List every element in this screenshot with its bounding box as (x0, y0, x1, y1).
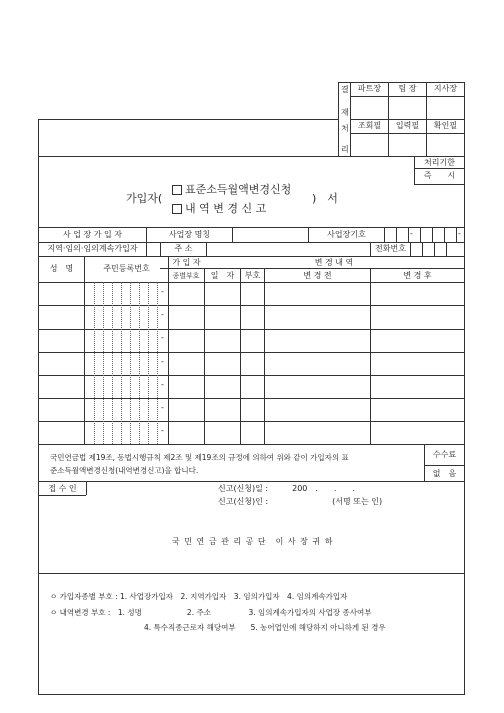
title-option1: 표준소득월액변경신청 (172, 185, 291, 195)
workplace-code-label: 사업장기호 (327, 230, 366, 239)
statement-line-2: 준소득월액변경신청(내역변경신고)을 합니다. (50, 466, 199, 475)
date-header: 일 자 (210, 271, 235, 280)
after-header: 변 경 후 (403, 271, 432, 280)
approval-part-leader: 파트장 (357, 84, 382, 93)
before-header: 변 경 전 (303, 271, 332, 280)
approval-gyeol: 결 (341, 85, 349, 94)
name-header: 성 명 (49, 264, 74, 273)
checkbox-standard-income[interactable] (172, 185, 182, 195)
address-label: 주 소 (174, 244, 193, 253)
fee-label: 수수료 (432, 450, 457, 459)
title-option2: 내 역 변 경 신 고 (172, 204, 266, 214)
workplace-name-label: 사업장 명칭 (168, 230, 211, 239)
approval-jae: 재 (341, 108, 349, 117)
fee-value: 없 음 (432, 469, 457, 478)
approval-confirm-done: 확인필 (433, 121, 458, 130)
report-date: 신고(신청)일 : 200 . . . (218, 484, 356, 493)
code-dash-2: - (458, 229, 461, 238)
code-dash-1: - (410, 229, 413, 238)
subscriber-type-header-2: 종별부호 (172, 272, 200, 280)
row-dash: - (161, 426, 164, 435)
addressee: 국 민 연 금 관 리 공 단 이 사 장 귀 하 (172, 537, 334, 546)
deadline-value: 즉 시 (423, 171, 456, 180)
approval-branch-head: 지사장 (433, 84, 458, 93)
approval-cheo: 처 (341, 124, 349, 133)
row-dash: - (161, 333, 164, 342)
row-dash: - (161, 310, 164, 319)
change-details-header: 변 경 내 역 (314, 258, 354, 267)
approval-input-done: 입력필 (395, 121, 420, 130)
note-change-code-cont: 4. 특수직종근로자 해당여부 5. 농어업인에 해당하지 아니하게 된 경우 (144, 623, 386, 632)
receipt-stamp-label: 접 수 인 (48, 484, 77, 493)
resident-no-header: 주민등록번호 (103, 264, 150, 273)
deadline-label: 처리기한 (424, 158, 455, 167)
title-prefix: 가입자( (126, 192, 163, 205)
approval-team-leader: 팀 장 (398, 84, 417, 93)
regional-subscriber-label: 지역·임의·임의계속가입자 (47, 244, 138, 253)
approval-ri: 리 (341, 145, 349, 154)
phone-label: 전화번호 (375, 244, 406, 253)
row-dash: - (161, 380, 164, 389)
code-header: 부호 (244, 271, 261, 280)
subscriber-type-header-1: 가 입 자 (172, 258, 201, 267)
note-change-code: ㅇ 내역변경 부호 : 1. 성명 2. 주소 3. 임의계속가입자의 사업장 종사여부 (50, 608, 372, 617)
statement-line-1: 국민연금법 제19조, 동법시행규칙 제2조 및 제19조의 규정에 의하여 위와 같이 가입자의 표 (50, 453, 349, 462)
note-subscriber-type: ㅇ 가입자종별 부호 : 1. 사업장가입자 2. 지역가입자 3. 임의가입자 4. 임의계속가입자 (50, 592, 348, 601)
row-dash: - (161, 357, 164, 366)
reporter-signature: 신고(신청)인 : (서명 또는 인) (218, 497, 383, 506)
workplace-subscriber-label: 사 업 장 가 입 자 (62, 230, 123, 239)
checkbox-detail-change[interactable] (172, 204, 182, 214)
row-dash: - (161, 403, 164, 412)
title-suffix: ) 서 (312, 192, 338, 205)
approval-inquiry-done: 조회필 (357, 121, 382, 130)
row-dash: - (161, 287, 164, 296)
